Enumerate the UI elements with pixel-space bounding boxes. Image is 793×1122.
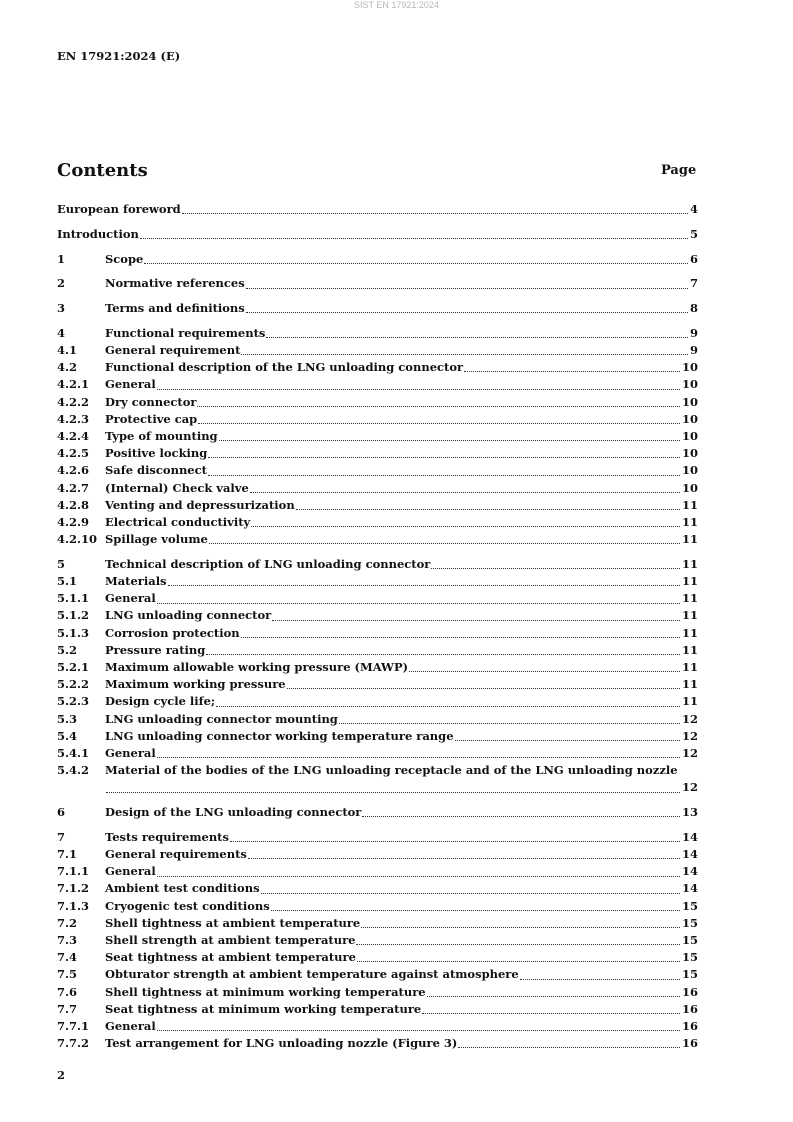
toc-entry-title: Positive locking xyxy=(105,446,208,461)
toc-entry-page: 15 xyxy=(681,967,698,982)
toc-dot-leader xyxy=(182,213,688,214)
toc-entry[interactable] xyxy=(57,728,698,745)
toc-dot-leader xyxy=(287,688,680,689)
toc-entry[interactable] xyxy=(57,804,698,821)
toc-entry-page: 10 xyxy=(681,480,698,495)
toc-entry[interactable] xyxy=(57,394,698,411)
toc-entry-number: 7.1.3 xyxy=(57,898,90,913)
toc-dot-leader xyxy=(144,263,688,264)
toc-entry[interactable] xyxy=(57,745,698,762)
toc-entry-number: 4.2.9 xyxy=(57,514,90,529)
toc-dot-leader xyxy=(339,723,680,724)
toc-entry-number: 5.2.3 xyxy=(57,694,90,709)
toc-entry[interactable] xyxy=(57,514,698,531)
toc-entry-number: 7.4 xyxy=(57,950,78,965)
toc-entry[interactable] xyxy=(57,590,698,607)
toc-entry-number: 5.3 xyxy=(57,711,78,726)
toc-entry-title: (Internal) Check valve xyxy=(105,480,249,495)
toc-entry[interactable] xyxy=(57,480,698,497)
toc-entry-title: Design cycle life; xyxy=(105,694,216,709)
toc-dot-leader xyxy=(361,927,680,928)
toc-entry-page: 12 xyxy=(681,780,698,795)
toc-entry-title: Protective cap xyxy=(105,411,198,426)
toc-entry-title: LNG unloading connector working temperature range xyxy=(105,728,454,743)
toc-entry-number: 5.1 xyxy=(57,574,78,589)
toc-entry-number: 4.2.10 xyxy=(57,532,98,547)
toc-entry-title: Shell strength at ambient temperature xyxy=(105,933,356,948)
toc-entry-title: Seat tightness at ambient temperature xyxy=(105,950,356,965)
toc-dot-leader xyxy=(458,1047,680,1048)
toc-entry[interactable] xyxy=(57,462,698,479)
toc-entry-page: 14 xyxy=(681,881,698,896)
toc-entry-title: Shell tightness at ambient temperature xyxy=(105,915,361,930)
toc-dot-leader xyxy=(246,288,688,289)
toc-dot-leader xyxy=(362,816,680,817)
toc-entry-title: Introduction xyxy=(57,226,139,241)
toc-entry-title: Material of the bodies of the LNG unloading receptacle and of the LNG unloading nozzle xyxy=(105,763,678,778)
toc-entry-number: 4.2.5 xyxy=(57,446,90,461)
toc-entry-page: 8 xyxy=(689,301,698,316)
toc-entry-page: 15 xyxy=(681,933,698,948)
toc-dot-leader xyxy=(208,475,680,476)
toc-dot-leader xyxy=(208,457,680,458)
toc-entry-title: Maximum allowable working pressure (MAWP) xyxy=(105,660,409,675)
toc-entry-title: General xyxy=(105,377,156,392)
toc-entry-number: 7.3 xyxy=(57,933,78,948)
toc-dot-leader xyxy=(157,603,680,604)
toc-entry-page: 10 xyxy=(681,446,698,461)
toc-entry-title: General xyxy=(105,1018,156,1033)
toc-entry-number: 4.2.6 xyxy=(57,463,90,478)
toc-entry-page: 11 xyxy=(681,514,698,529)
toc-dot-leader xyxy=(246,312,688,313)
toc-entry-page: 11 xyxy=(681,556,698,571)
toc-entry-title: General xyxy=(105,864,156,879)
toc-entry[interactable] xyxy=(57,846,698,863)
toc-entry[interactable] xyxy=(57,829,698,846)
toc-entry-page: 12 xyxy=(681,711,698,726)
toc-dot-leader xyxy=(241,354,688,355)
toc-entry-page: 11 xyxy=(681,694,698,709)
toc-entry-page: 15 xyxy=(681,915,698,930)
toc-entry-number: 5.4.2 xyxy=(57,763,90,778)
toc-entry-page: 14 xyxy=(681,829,698,844)
toc-entry-title: Technical description of LNG unloading connector xyxy=(105,556,431,571)
toc-entry[interactable] xyxy=(57,693,698,710)
toc-dot-leader xyxy=(230,841,680,842)
toc-dot-leader xyxy=(216,706,680,707)
toc-entry-title: LNG unloading connector xyxy=(105,608,272,623)
toc-entry-page: 14 xyxy=(681,847,698,862)
toc-dot-leader xyxy=(157,1030,680,1031)
toc-entry-number: 6 xyxy=(57,805,66,820)
toc-entry-number: 5.1.1 xyxy=(57,591,90,606)
toc-dot-leader xyxy=(261,893,680,894)
contents-heading: Contents xyxy=(57,160,148,181)
toc-entry-title: Materials xyxy=(105,574,167,589)
toc-entry[interactable] xyxy=(57,659,698,676)
toc-entry-page: 11 xyxy=(681,608,698,623)
toc-entry[interactable] xyxy=(57,984,698,1001)
toc-entry-title: Ambient test conditions xyxy=(105,881,260,896)
toc-dot-leader xyxy=(251,526,680,527)
toc-entry-number: 7 xyxy=(57,829,66,844)
toc-entry[interactable] xyxy=(57,556,698,573)
toc-entry-page: 4 xyxy=(689,201,698,216)
toc-entry[interactable] xyxy=(57,1018,698,1035)
toc-entry-number: 7.5 xyxy=(57,967,78,982)
toc-entry-number: 5.4 xyxy=(57,728,78,743)
toc-dot-leader xyxy=(206,654,680,655)
toc-dot-leader xyxy=(157,876,680,877)
toc-entry-page: 6 xyxy=(689,251,698,266)
toc-entry-title: LNG unloading connector mounting xyxy=(105,711,338,726)
toc-dot-leader xyxy=(464,371,680,372)
toc-dot-leader xyxy=(356,944,680,945)
toc-entry[interactable] xyxy=(57,275,698,292)
toc-entry-number: 5.2.1 xyxy=(57,660,90,675)
toc-entry-number: 7.2 xyxy=(57,915,78,930)
toc-entry-title: Shell tightness at minimum working temperature xyxy=(105,984,426,999)
footer-page-number: 2 xyxy=(57,1068,66,1082)
toc-entry-number: 4.2.2 xyxy=(57,394,90,409)
toc-entry[interactable] xyxy=(57,411,698,428)
toc-entry-title: General requirements xyxy=(105,847,247,862)
toc-entry-number: 4.2.3 xyxy=(57,411,90,426)
toc-entry-title: Maximum working pressure xyxy=(105,677,286,692)
toc-entry[interactable] xyxy=(57,573,698,590)
toc-entry[interactable] xyxy=(57,359,698,376)
toc-entry-number: 7.7 xyxy=(57,1001,78,1016)
toc-dot-leader xyxy=(241,637,680,638)
toc-entry[interactable] xyxy=(57,201,698,218)
toc-dot-leader xyxy=(271,910,680,911)
toc-entry-title: Terms and definitions xyxy=(105,301,245,316)
toc-dot-leader xyxy=(250,492,680,493)
toc-entry-number: 5 xyxy=(57,556,66,571)
toc-entry[interactable] xyxy=(57,531,698,548)
toc-entry-number: 5.4.1 xyxy=(57,745,90,760)
toc-entry[interactable] xyxy=(57,608,698,625)
toc-entry-title: Seat tightness at minimum working temperature xyxy=(105,1001,422,1016)
toc-entry[interactable] xyxy=(57,881,698,898)
toc-entry-title: Functional requirements xyxy=(105,325,266,340)
toc-entry[interactable] xyxy=(57,325,698,342)
toc-entry-page: 9 xyxy=(689,325,698,340)
toc-entry-number: 1 xyxy=(57,251,66,266)
toc-entry-page: 13 xyxy=(681,805,698,820)
toc-entry-page: 11 xyxy=(681,677,698,692)
toc-entry-page: 10 xyxy=(681,394,698,409)
toc-dot-leader xyxy=(248,858,680,859)
toc-dot-leader xyxy=(219,440,680,441)
toc-entry-number: 3 xyxy=(57,301,66,316)
toc-entry-number: 4.2.7 xyxy=(57,480,90,495)
page-column-label: Page xyxy=(661,163,697,178)
toc-entry-number: 4.1 xyxy=(57,343,78,358)
toc-dot-leader xyxy=(431,568,680,569)
toc-entry-title: European foreword xyxy=(57,201,181,216)
watermark: SIST EN 17921:2024 xyxy=(354,0,439,10)
toc-entry-number: 4 xyxy=(57,325,66,340)
toc-entry[interactable] xyxy=(57,428,698,445)
toc-entry-title: Pressure rating xyxy=(105,642,206,657)
toc-entry[interactable] xyxy=(57,863,698,880)
toc-entry-number: 4.2 xyxy=(57,360,78,375)
toc-entry-number: 7.6 xyxy=(57,984,78,999)
toc-entry-title: Cryogenic test conditions xyxy=(105,898,270,913)
toc-entry-number: 5.2 xyxy=(57,642,78,657)
toc-entry-title: Functional description of the LNG unloading connector xyxy=(105,360,464,375)
toc-entry-continuation[interactable] xyxy=(57,779,698,796)
toc-entry-page: 10 xyxy=(681,429,698,444)
toc-dot-leader xyxy=(455,740,680,741)
toc-entry[interactable] xyxy=(57,676,698,693)
toc-entry-page: 10 xyxy=(681,463,698,478)
toc-entry-page: 11 xyxy=(681,497,698,512)
toc-entry-page: 14 xyxy=(681,864,698,879)
toc-dot-leader xyxy=(266,337,688,338)
toc-entry-number: 5.1.3 xyxy=(57,625,90,640)
toc-entry-page: 10 xyxy=(681,411,698,426)
toc-entry-title: Spillage volume xyxy=(105,532,208,547)
table-of-contents xyxy=(57,201,698,1052)
toc-entry-title: Safe disconnect xyxy=(105,463,207,478)
toc-entry-page: 11 xyxy=(681,591,698,606)
toc-entry-page: 12 xyxy=(681,728,698,743)
toc-entry-number: 4.2.4 xyxy=(57,429,90,444)
toc-entry[interactable] xyxy=(57,898,698,915)
toc-entry[interactable] xyxy=(57,1035,698,1052)
toc-entry[interactable] xyxy=(57,625,698,642)
toc-entry[interactable] xyxy=(57,762,698,779)
toc-entry[interactable] xyxy=(57,915,698,932)
toc-entry-title: Normative references xyxy=(105,276,245,291)
toc-dot-leader xyxy=(106,792,680,793)
toc-entry-page: 16 xyxy=(681,984,698,999)
toc-entry-page: 10 xyxy=(681,377,698,392)
toc-dot-leader xyxy=(422,1013,680,1014)
toc-entry[interactable] xyxy=(57,497,698,514)
toc-entry-page: 9 xyxy=(689,343,698,358)
toc-entry-title: Tests requirements xyxy=(105,829,229,844)
toc-entry-number: 4.2.8 xyxy=(57,497,90,512)
toc-dot-leader xyxy=(272,620,680,621)
toc-entry-title: Corrosion protection xyxy=(105,625,240,640)
toc-entry-page: 16 xyxy=(681,1001,698,1016)
toc-entry-title: Type of mounting xyxy=(105,429,218,444)
toc-dot-leader xyxy=(197,406,680,407)
toc-entry[interactable] xyxy=(57,642,698,659)
toc-entry-page: 11 xyxy=(681,660,698,675)
toc-entry-number: 7.1.2 xyxy=(57,881,90,896)
toc-dot-leader xyxy=(157,389,680,390)
toc-entry-page: 11 xyxy=(681,625,698,640)
toc-dot-leader xyxy=(198,423,680,424)
toc-entry[interactable] xyxy=(57,251,698,268)
toc-entry[interactable] xyxy=(57,711,698,728)
toc-dot-leader xyxy=(140,238,688,239)
toc-dot-leader xyxy=(209,543,680,544)
toc-entry-title: General requirement xyxy=(105,343,241,358)
toc-entry-page: 16 xyxy=(681,1018,698,1033)
toc-dot-leader xyxy=(520,979,680,980)
toc-entry-title: Venting and depressurization xyxy=(105,497,295,512)
toc-entry-title: Electrical conductivity xyxy=(105,514,251,529)
toc-entry-title: Scope xyxy=(105,251,144,266)
toc-entry-number: 7.1.1 xyxy=(57,864,90,879)
toc-entry-number: 4.2.1 xyxy=(57,377,90,392)
toc-entry-title: General xyxy=(105,591,156,606)
toc-entry-page: 11 xyxy=(681,642,698,657)
toc-entry[interactable] xyxy=(57,376,698,393)
toc-entry[interactable] xyxy=(57,300,698,317)
toc-entry-page: 11 xyxy=(681,532,698,547)
toc-entry[interactable] xyxy=(57,949,698,966)
toc-entry-number: 5.1.2 xyxy=(57,608,90,623)
toc-entry[interactable] xyxy=(57,445,698,462)
toc-entry-title: Dry connector xyxy=(105,394,197,409)
toc-entry-page: 12 xyxy=(681,745,698,760)
toc-entry-number: 7.1 xyxy=(57,847,78,862)
toc-entry-page: 5 xyxy=(689,226,698,241)
toc-entry-page: 15 xyxy=(681,950,698,965)
toc-entry-page: 7 xyxy=(689,276,698,291)
toc-dot-leader xyxy=(357,961,680,962)
toc-entry-number: 5.2.2 xyxy=(57,677,90,692)
toc-entry-number: 7.7.2 xyxy=(57,1036,90,1051)
toc-entry[interactable] xyxy=(57,1001,698,1018)
toc-entry-number: 2 xyxy=(57,276,66,291)
toc-dot-leader xyxy=(409,671,680,672)
toc-entry[interactable] xyxy=(57,226,698,243)
toc-entry-page: 15 xyxy=(681,898,698,913)
toc-entry-title: Test arrangement for LNG unloading nozzle (Figure 3) xyxy=(105,1036,458,1051)
toc-entry-title: General xyxy=(105,745,156,760)
toc-entry-page: 16 xyxy=(681,1036,698,1051)
toc-dot-leader xyxy=(427,996,680,997)
toc-entry-number: 7.7.1 xyxy=(57,1018,90,1033)
document-id: EN 17921:2024 (E) xyxy=(57,49,181,63)
toc-dot-leader xyxy=(157,757,680,758)
toc-entry[interactable] xyxy=(57,966,698,983)
toc-dot-leader xyxy=(168,585,680,586)
toc-entry-page: 10 xyxy=(681,360,698,375)
toc-entry-title: Obturator strength at ambient temperature against atmosphere xyxy=(105,967,519,982)
toc-entry[interactable] xyxy=(57,932,698,949)
toc-entry-title: Design of the LNG unloading connector xyxy=(105,805,362,820)
toc-entry-page: 11 xyxy=(681,574,698,589)
toc-dot-leader xyxy=(296,509,680,510)
toc-entry[interactable] xyxy=(57,342,698,359)
